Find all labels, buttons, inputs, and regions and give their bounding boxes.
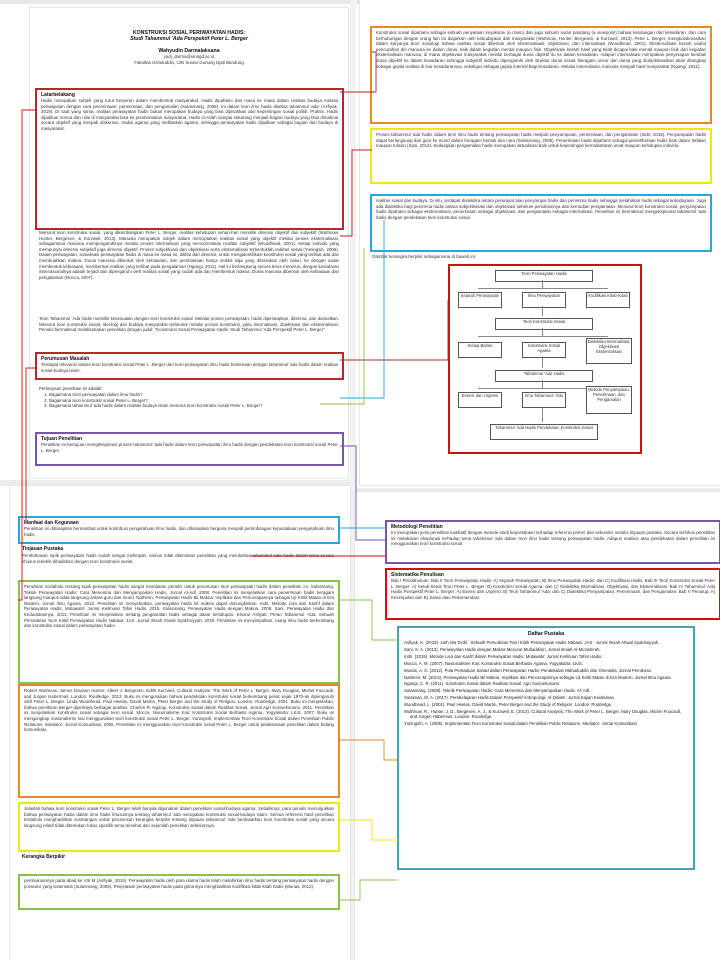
diagram-mid2-node: Tahammul 'Ada Hadis: [495, 370, 593, 382]
diagram-connector: [542, 306, 543, 316]
reference-item: Sulaiman, M. A. (2017). Pembelajaran Hadis Dalam Perspektif Antropologi. Al-Qalam: Jurnal Kajian Keislaman.: [404, 695, 616, 701]
manfaat-title: Manfaat dan Kegunaan: [24, 520, 79, 526]
rumusan-title: Perumusan Masalah: [41, 356, 90, 362]
kerangka-text: pembukuannya pada abad ke VIII M (Asfiyak, 2019). Periwayatan hadis oleh para ulama hadis telah melahirkan ilmu hadis tentang periwayatan hadis dengan prosedur yang sistematis (Sulasmang, 2008). Penjelasan periwayatan hadis pada gilirannya menghasilkan kodifikasi kitab-kitab hadis (Munas, 2012).: [24, 878, 334, 889]
tujuan-box: [35, 432, 344, 466]
tahammul-box: [370, 128, 712, 184]
referensi-text: Robert Wuthnow, James Davison Hunter, Albert J. Bergesen, Edith Kurzweil, Cultural Analysis: The Work of Peter L. Berger, Mary Douglas, Michel Foucault, and Jurgen Habermas, London: Routledge, 2013. Buku ini menguraikan bahwa pendekatan konstruksi sosial berkembang pesat sejak 1970-an dipengaruhi oleh Peter L. Berger. Linda Woodhead, Paul Heelas, David Martin, Peter Berger and the Study of Religion, London: Routledge, 2001. Buku ini menjelaskan, bahwa pemikiran Berger diperkaya berbagai analisis. Charles R. Ngangi, Konstruksi Sosial dalam Realitas Sosial, Jurnal Agri Sosioekonomi, 2011. Penelitian ini menjelaskan konstruksi sosial sebagai teori sosial. Mocca, Nasionalisme Kiai: Konstruksi Sosial Berbasis Agama, Yogyakarta: LKiS, 2007. Buku ini mengungkap nasionalisme kiai menggunakan teori konstruksi sosial Peter L. Berger. Yuningsih, Implementasi Teori Konstruksi Sosial dalam Penelitian Public Relations, Mediator: Jurnal Komunikasi, 2006. Penelitian ini menggunakan teori konstruksi sosial Peter L. Berger untuk pelaksanaan penelitian dalam bidang komunikasi.: [24, 688, 334, 733]
reference-item: Asfiyak, K. (2019). Jarh Wa Ta'dil : Sebuah Pemodelan Teori Kritik Periwayatan Hadis Nabawi. JAS : Jurnal Ilmiah Ahwal Syakhsiyyah.: [404, 640, 660, 645]
reference-item: Mocca, A. M. (2007). Nasionalisme Kiai: Konstruksi Sosial Berbasis Agama. Yogyakarta: LKiS.: [404, 660, 584, 666]
diagram-node: Setiap Bahan: [458, 342, 502, 358]
author-email: yudi_darma@uinsgd.ac.id: [163, 54, 215, 59]
diagram-connector: [542, 408, 543, 422]
paper-subtitle: Studi Tahammul 'Ada Perspektif Peter L. Berger: [130, 36, 248, 42]
diagram-top-node: Teori Periwayatan Hadis: [495, 270, 593, 282]
manfaat-box: [18, 516, 340, 544]
document-page-2: [360, 0, 720, 485]
reference-item: Yuningsih, A. (2006). Implementasi Teori Konstruksi Sosial dalam Penelitian Public Relations. Mediator: Jurnal Komunikasi.: [404, 721, 638, 727]
tinjauan-title: Tinjauan Pustaka: [22, 546, 64, 552]
diagram-connector: [542, 358, 543, 368]
reference-item: Wuthnow, R., Hunter, J. D., Bergesen, A. J., & Kurzweil, E. (2013). Cultural Analysis: The Work of Peter L. Berger, Mary Douglas, Michel Foucault, and Jurgen Habermas. London: Routledge.: [404, 709, 682, 720]
referensi-box: [18, 684, 340, 798]
diagram-node: Dialektika Internalisasi, Objektivasi Eksternalisasi: [586, 338, 632, 364]
diagram-connector: [542, 380, 543, 388]
penelitian-terdahulu-box: [18, 580, 340, 684]
daftar-pustaka-title: Daftar Pustaka: [527, 631, 565, 637]
kerangka-box: [18, 874, 340, 910]
diagram-node: Metode Penyampaian, Penerimaan, dan Pengamalan: [586, 386, 632, 414]
dialektika-text: realitas sosial dan budaya. Di situ, terdapat dialektika antara periwayat atau penyampai hadis dan penerima hadis sehingga melahirkan hadis sebagai kebudayaan. Juga ada dialektika bagi penerima hadis antara subjektivisasi dan objektivasi sebelum penulisannya dan kemudian pengamalan. Menurut teori konstruksi sosial, penyampaian hadis dipahami sebagai eksternalisasi, penerimaan sebagai objektivasi, dan pengamalan sebagai internalisasi. Penelitian ini bermaksud mengeksplorasi tahammul 'ada hadis dengan pendekatan teori konstruksi sosial.: [376, 198, 706, 220]
pertanyaan-item: 3. Bagaimana tahammul 'ada hadis dalam realitas budaya islam menurut teori konstruksi sosial Peter L. Berger?: [49, 403, 341, 409]
diagram-node: Konstruksi Sosial Agama: [522, 342, 566, 358]
reference-item: Sani, S. A. (2013). Periwayatan Hadis dengan Makna Menurut Muhaddisin. Jurnal Ilmiah Al-Mu'ashirah.: [404, 646, 601, 652]
metodologi-box: [385, 520, 720, 564]
document-page-4: [355, 492, 720, 960]
diagram-connector: [542, 280, 543, 288]
paper-title: KONSTRUKSI SOSIAL PERIWAYATAN HADIS:: [132, 30, 246, 36]
rumusan-box: [35, 352, 344, 380]
konstruksi-text: Konstruksi sosial dipahami sebagai sebuah penyataan keyakinan (a claim) dan juga sebuah sudut pandang (a viewpoint) bahwa kandungan dari kesadaran, dan cara berhubungan dengan orang lain itu diajarkan oleh kebudayaan dan masyarakat (Wuthnow, Hunter, Bergesen, & Kurzweil, 2013). Peter L. Berger, mengkolaborasikan dalam karyanya teori sosiologi bahwa realitas sosial dibentuk oleh eksternalisasi, objektivasi, dan internalisasi (Woodhead, 2001). Eksternalisasi berarti usaha pencurahan diri manusia ke dalam dunia, baik dalam kegiatan mental maupun fisik. Objektivasi berarti hasil yang telah dicapai baik mental maupun fisik dari kegiatan eksternalisasi manusia, di mana objektivasi masyarakat melalui berbagai dunia objektif itu ke dalam kesadaran. Adapun internalisasi merupakan penyerapan kembali dunia objektif ke dalam kesadaran sehingga subjektif individu dipengaruhi oleh struktur dunia sosial. Beragam unsur dari dunia yang diobjektivasikan akan ditangkap sebagai gejala realitas di luar kesadarannya, sekaligus sebagai gejala internal bagi kesadaran. Melalui internalisasi, manusia menjadi hasil masyarakat (Ngangi, 2011).: [376, 30, 706, 69]
rumusan-text: Terdapat relevansi antara teori konstruksi sosial Peter L. Berger dan teori periwayatan ilmu hadis berkenaan dengan tahammul 'ada hadis dalam realitas sosial-budaya islam.: [41, 362, 338, 373]
framework-diagram: [448, 264, 642, 454]
kerangka-title: Kerangka Berpikir: [22, 854, 66, 860]
document-page-3: [10, 486, 350, 960]
pertanyaan-intro: Pertanyaan penelitian ini adalah:: [39, 386, 103, 391]
sistematika-text: Bab I Pendahuluan. Bab II Teori Periwayatan Hadis: A) Sejarah Periwayatan; B) Ilmu Periwayatan Hadis; dan C) Kodifikasi Hadis. Bab III Teori Konstruksi Sosial Peter L. Berger: A) Setuk-Setuk Teori Peter L. Berger; B) Konstruksi Sosial Agama; dan C) Dialektika Internalisasi, Objektivasi, dan Eksternalisasi. Bab IV Tahammul 'Ada Hadis Perspektif Peter L. Berger: A) Esensi dan Urgensi; B) Teori Tahammul 'Ada; dan C) Dialektika Penyampaian, Penerimaan, dan Pengamalan. Bab V Penutup: A) Kesimpulan dan B) Saran atau Rekomendasi.: [391, 578, 715, 600]
diagram-connector: [542, 328, 543, 336]
diagram-node: Ilmu Periwayatan: [522, 292, 566, 308]
reference-item: Munas, A. C. (2012). Pola Pemaduan Sanad dalam Periwayatan Hadis: Pendekatan Mahaduddin dan Orientalis. Jurnal Pemikiran.: [404, 667, 653, 673]
latar-paragraph-1: Hadis merupakan subjek yang turut berperan dalam membentuk masyarakat. Hadis dipahami dan masa ke masa dalam realitas budaya melalui periwayatan dengan cara penerimaan, penerimaan, dan pengamalan (Sulasmang, 2008). Ini dalam teori ilmu hadis disebut tahammul 'ada' (Asfiyak, 2019). Di saat yang sama, realitas periwayatan hadis bukan merupakan budaya yang bisa dipisahkan dari kepentingan sosial politik. Praktis, Hadis dijadikan norma dan nilai di masyarakat bisa ke pembentukan masyarakat. Hadis ini telah sampai sekarang menjadi bagian budaya yang bisa dimaknai secara objektif yang menjadi diskursus, tradisi agama yang melibatkan agama, sehingga periwayatan hadis dijadikan sebagai bagian dari budaya di masyarakat.: [41, 98, 338, 131]
konstruksi-box: [370, 26, 712, 124]
diagram-node: Kodifikasi Kitab-Kitab: [586, 292, 630, 308]
reference-item: Woodhead, L. (2001). Paul Heelas, David Martin, Peter Berger and the Study of Religion. London: Routledge.: [404, 702, 613, 708]
latar-paragraph-3: Teori Tahammul 'Ada hadis memiliki kesesuaian dengan teori konstruksi sosial. Melalui proses periwayatan, hadis dipersiapkan, diterima, dan diamalkan. Menurut teori konstruksi sosial, ideologi dan budaya masyarakat terbentuk melalui proses konstruksi, yaitu internalisasi, objektivasi dan eksternalisasi. Penulis bermaksud melaksanakan penelitian dengan judul: "Konstruksi Sosial Periwayatan Hadis: Studi Tahammul 'Ada Perspektif Peter L. Berger".: [39, 316, 339, 333]
diagram-node: Esensi dan Urgensi: [458, 392, 502, 408]
penelitian-terdahulu-text: Penelitian terdahulu tentang topik periwayatan hadis sangat membantu penulis untuk perumusan teori periwayatan hadis dalam penelitian ini. Sulasmang, Teknik Periwayatan Hadis: Cara Menerima dan Menyampaikan Hadis, Jurnal Al-Adl, 2008. Penelitian ini menjelaskan cara penerimaan hadis beragam langsung maupun tidak langsung antara guru dan murid. Nathiren, Periwayatan Hadis Bil Makna: Implikasi dan Pencerapannya sebagai Uji Kritik Matan di Era Modern, Jurnal Ilmu Agama, 2013. Penelitian ini menyebutkan, periwayatan hadis bil makna dapat dimungkinkan. Indri, Metode Lisa dan Kashf dalam Periwayatan Hadis, Mutawatir: Jurnal Keilmuan Tafsir Hadis, 2015. Sulasmang, Periwayatan Hadis dengan Makna, 2008. Sani, Periwayatan Hadis dan Kedudukannya, 2013. Penelitian ini menjelaskan tentang pengamalan hadis sebagai dasar kehidupan. Khoirul Asfiyak, Peran Tahammul 'Ada: Sebuah Pemodelan Teori Kritik Periwayatan Hadis Nabawi, JAS: Jurnal Ilmiah Ahwal Syakhsiyyah, 2019. Penelitian ini menyimpulkan, ruang ilmu hadis berkembang dan konstruksi sosial dalam periwayatan hadis.: [24, 584, 334, 629]
tahammul-text: Proses tahammul 'ada hadis dalam teori ilmu hadis tentang periwayatan hadis meliputi penyampaian, penerimaan, dan pengamalan (Indri, 2015). Penyampaian hadis dapat berlangsung dari guru ke murid dalam beragam bentuk dan cara (Sulasmang, 2008). Penerimaan hadis dipahami sebagai pemeliharaan hadis baik dalam hafalan maupun tulisan (Sani, 2013). Sedangkan pengamalan hadis merupakan aktualisasi baik untuk kepentingan kemaslahatan umat maupun kehidupan individu.: [376, 132, 706, 149]
pertanyaan-list: [39, 392, 341, 409]
pertanyaan-item: 1. Bagaimana teori periwayatan dalam ilmu hadis?: [49, 392, 341, 398]
document-page-1: [30, 8, 348, 478]
diagram-node: Ilmu Tahammul 'Ada: [522, 392, 566, 408]
kesimpulan-tinjauan-box: [18, 802, 340, 852]
latar-title: Latarbelakang: [41, 92, 75, 98]
daftar-pustaka-box: [397, 626, 695, 870]
diagram-node: Sejarah Periwayatan: [458, 292, 502, 308]
latar-box: [35, 88, 344, 230]
tinjauan-text: Pembahasan topik periwayatan hadis sudah sangat melimpah, namun tidak ditemukan penelitian yang membahas tahammul 'ada hadis dalam tema secara khusus terlebih dihadirkan dengan teori konstruksi sosial.: [22, 553, 334, 564]
latar-paragraph-2: Menurut teori konstruksi sosial, yang dikembangkan Peter L. Berger, realitas kehidupan sehari-hari memiliki dimensi objektif dan subjektif (Wuthnow, Hunter, Bergesen, & Kurzweil, 2013). Manusia merupakan subjek dalam menciptakan realitas sosial yang objektif melalui proses eksternalisasi, sebagaimana manusia mempengaruhinya melalui proses internalisasi yang mencerminkan realitas subjektif (Woodhead, 2001). Setiap individu yang mempunyai dimensi subjektif juga dimensi objektif. Proses subjektivasi dan objektivasi serta eksternalisasi terbentuklah realitas sosial (Yuningsih, 2006). Dalam periwayatan, sosialisasi periwayatan hadis di masa ke masa ini, dilihat dari dimensi, untuk mengidentifikasi konstruksi sosial yang terlibat ada dan membuahkan makna. Dunia manusia dibentuk oleh kebiasaan, dan pembiasaan hanya sedikit saja yang ditentukan oleh naluri, ke dengan sadar membentuk kebiasaan, membentuk realitas yang terlibat pada pengalaman (Ngangi, 2011). Hal ini berlangsung secara terus menerus, dengan kesadaran internasionalnya adalah terjadi dan dipengaruhi oleh realitas sosial yang sudah ada dan membentuk makna. Dunia manusia dibentuk oleh kebiasaan dan pengalaman (Mocca, 2007).: [39, 230, 339, 280]
diagram-caption: Gambar kerangka berpikir sebagaimana di bawah ini:: [372, 254, 476, 259]
reference-item: Nathiren, M. (2013). Periwayatan Hadis Bil Makna: Implikasi dan Pencerapannya sebagai Uji Kritik Matan di Era Modern. Jurnal Ilmu Agama.: [404, 674, 672, 680]
manfaat-text: Penelitian ini diharapkan bermanfaat untuk kontribusi pengetahuan ilmu hadis, dan diharapkan berguna menjadi pertimbangan kepustakaan pengetahuan ilmu hadis.: [24, 526, 334, 537]
reference-item: Indri. (2015). Metode Lisa dan Kashf dalam Periwayatan Hadis. Mutawatir: Jurnal Keilmuan Tafsir Hadis.: [404, 653, 603, 659]
author-affiliation: Fakultas Ushuluddin, UIN Sunan Gunung Djati Bandung: [134, 60, 244, 65]
kesimpulan-tinjauan-text: Jelaslah bahwa teori konstruksi sosial Peter L. Berger telah banyak digunakan dalam penelitian sosial-budaya agama. Sebaliknya, para penulis menunjukkan bahwa periwayatan hadis dalam ilmu hadis khususnya tentang tahammul 'ada merupakan konstruksi sosial-budaya islam. Semua referensi hasil penelitian terdahulu menghadirkan sumbangan untuk perumusan kerangka berpikir tentang tinjauan tahammul 'ada berdasarkan teori konstruksi sosial yang secara langsung relatif tidak ditemukan fokus spesifik tema tersebut dari sejumlah penelitian sebelumnya.: [24, 806, 334, 828]
tujuan-title: Tujuan Penelitian: [41, 436, 83, 442]
pertanyaan-item: 2. Bagaimana teori konstruksi sosial Peter L. Berger?: [49, 398, 341, 404]
tujuan-text: Penelitian ini bertujuan mengeksplorasi proses tahammul 'ada hadis dalam teori periwayatan ilmu hadis dengan pendekatan teori konstruksi sosial Peter L. Berger.: [41, 442, 338, 453]
reference-item: Ngangi, C. R. (2011). Konstruksi Sosial dalam Realitas Sosial. Agri Sosioekonomi.: [404, 681, 561, 687]
diagram-mid-node: Teori Konstruksi Sosial: [495, 318, 593, 330]
author-name: Wahyudin Darmalaksana: [158, 48, 220, 54]
diagram-connector: [478, 336, 608, 337]
diagram-connector: [478, 288, 608, 289]
metodologi-text: Ini merupakan jenis penelitian kualitatif dengan metode studi kepustakaan terhadap referensi primer dan sekunder melalui tinjauan pustaka. Secara terfokus penelitian ini melakukan eksplorasi terhadap tema tahammul 'ada dalam teori ilmu hadis tentang periwayatan hadis. Adapun analisis atau pendekatan dalam penelitian ini menggunakan teori konstruksi sosial.: [391, 530, 715, 547]
metodologi-title: Metodologi Penelitian: [391, 524, 443, 530]
sistematika-box: [385, 568, 720, 620]
diagram-bottom-node: Tahammul 'Ada Hadis Pendekatan Konstruksi Sosial: [490, 424, 598, 440]
dialektika-box: [370, 194, 712, 252]
sistematika-title: Sistematika Penulisan: [391, 572, 444, 578]
reference-item: Sulasmang. (2008). Teknik Periwayatan Hadis: Cara Menerima dan Menyampaikan Hadis. Al-'Adl.: [404, 688, 591, 694]
